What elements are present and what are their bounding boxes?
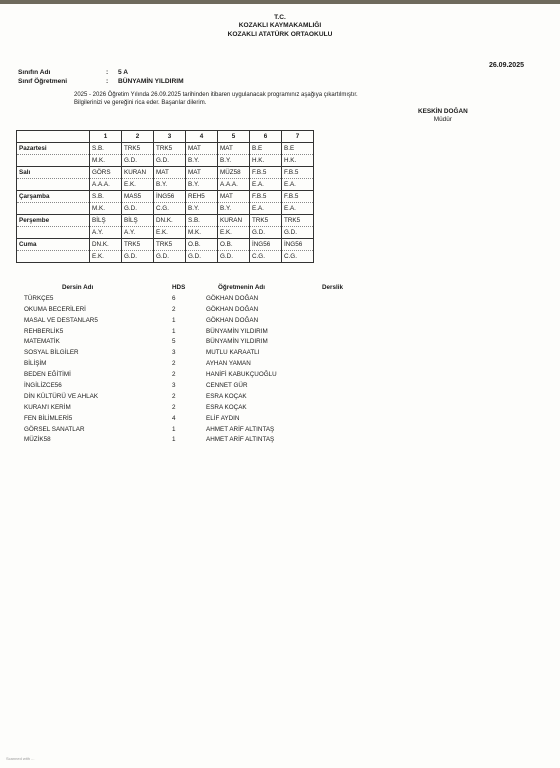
class-info: [18, 69, 184, 86]
lesson-code: BİLŞ: [90, 215, 122, 227]
teacher-initials: G.D.: [122, 203, 154, 215]
weekly-schedule-table: [16, 130, 314, 263]
teacher-initials: E.A.: [250, 179, 282, 191]
course-name: BİLİŞİM: [24, 360, 47, 368]
teacher-initials: B.Y.: [218, 155, 250, 167]
course-teacher: BÜNYAMİN YILDIRIM: [206, 327, 268, 335]
lesson-code: S.B.: [90, 143, 122, 155]
day-name: Salı: [17, 167, 90, 179]
class-name-row: [18, 69, 184, 78]
period-header: 3: [154, 131, 186, 143]
course-name: DİN KÜLTÜRÜ VE AHLAK: [24, 392, 99, 400]
course-hds: 2: [172, 371, 176, 379]
course-row: [24, 326, 382, 337]
course-hds: 2: [172, 360, 176, 368]
lesson-code: İNG56: [282, 239, 314, 251]
day-name: Pazartesi: [17, 143, 90, 155]
teacher-initials: B.Y.: [218, 203, 250, 215]
schedule-teacher-row: [17, 179, 314, 191]
teacher-initials: B.Y.: [186, 179, 218, 191]
day-spacer: [17, 251, 90, 263]
teacher-initials: B.Y.: [186, 155, 218, 167]
course-row: [24, 369, 382, 380]
course-hds: 2: [172, 305, 176, 313]
course-teacher: AHMET ARİF ALTINTAŞ: [206, 425, 275, 433]
principal-name: KESKİN DOĞAN: [418, 108, 468, 115]
course-row: [24, 315, 382, 326]
lesson-code: MAT: [154, 167, 186, 179]
schedule-teacher-row: [17, 227, 314, 239]
course-row: [24, 358, 382, 369]
teacher-initials: B.Y.: [154, 179, 186, 191]
day-spacer: [17, 203, 90, 215]
lesson-code: TRK5: [154, 143, 186, 155]
teacher-initials: C.G.: [250, 251, 282, 263]
teacher-initials: G.D.: [122, 155, 154, 167]
intro-text: [74, 92, 358, 107]
teacher-initials: M.K.: [90, 155, 122, 167]
course-row: [24, 380, 382, 391]
lesson-code: S.B.: [186, 215, 218, 227]
course-row: [24, 402, 382, 413]
lesson-code: TRK5: [282, 215, 314, 227]
schedule-teacher-row: [17, 155, 314, 167]
period-header: 6: [250, 131, 282, 143]
lesson-code: İNG56: [154, 191, 186, 203]
lesson-code: İNG56: [250, 239, 282, 251]
lesson-code: MÜZ58: [218, 167, 250, 179]
course-name: FEN BİLİMLERİ5: [24, 414, 73, 422]
course-teacher: BÜNYAMİN YILDIRIM: [206, 338, 268, 346]
course-name: SOSYAL BİLGİLER: [24, 349, 79, 357]
teacher-initials: B.Y.: [186, 203, 218, 215]
lesson-code: MAT: [218, 143, 250, 155]
schedule-teacher-row: [17, 203, 314, 215]
lesson-code: F.B.5: [250, 191, 282, 203]
course-row: [24, 336, 382, 347]
course-list: [24, 282, 382, 445]
course-row: [24, 391, 382, 402]
teacher-initials: G.D.: [154, 155, 186, 167]
lesson-code: MAT: [186, 167, 218, 179]
document-header: [0, 14, 560, 39]
teacher-initials: G.D.: [250, 227, 282, 239]
day-spacer: [17, 227, 90, 239]
course-name: BEDEN EĞİTİMİ: [24, 371, 71, 379]
class-value: 5 A: [118, 69, 129, 76]
course-hds: 4: [172, 414, 176, 422]
period-header: 1: [90, 131, 122, 143]
teacher-initials: A.Y.: [122, 227, 154, 239]
day-name: Cuma: [17, 239, 90, 251]
course-list-header: [24, 282, 382, 293]
schedule-day-row: [17, 239, 314, 251]
schedule-day-row: [17, 167, 314, 179]
lesson-code: MAT: [218, 191, 250, 203]
course-hds: 1: [172, 425, 176, 433]
header-line-3: KOZAKLI ATATÜRK ORTAOKULU: [227, 30, 333, 38]
principal-signature: [418, 108, 468, 123]
teacher-initials: C.G.: [154, 203, 186, 215]
course-hds: 5: [172, 338, 176, 346]
lesson-code: F.B.5: [282, 167, 314, 179]
lesson-code: TRK5: [154, 239, 186, 251]
intro-line-1: 2025 - 2026 Öğretim Yılında 26.09.2025 tarihinden itibaren uygulanacak programınız aşağıya çıkartılmıştır.: [74, 92, 358, 98]
class-teacher-row: [18, 78, 184, 87]
day-spacer: [17, 155, 90, 167]
lesson-code: MAS5: [122, 191, 154, 203]
lesson-code: KURAN: [218, 215, 250, 227]
header-line-1: T.C.: [274, 14, 286, 21]
course-hds: 3: [172, 349, 176, 357]
period-header: 5: [218, 131, 250, 143]
course-teacher: GÖKHAN DOĞAN: [206, 305, 259, 313]
lesson-code: O.B.: [218, 239, 250, 251]
course-name: MÜZİK58: [24, 436, 51, 444]
course-hds: 2: [172, 392, 176, 400]
scan-watermark: Scanned with ...: [6, 756, 35, 761]
teacher-initials: G.D.: [186, 251, 218, 263]
teacher-initials: H.K.: [250, 155, 282, 167]
schedule-day-row: [17, 215, 314, 227]
lesson-code: GÖRS: [90, 167, 122, 179]
teacher-value: BÜNYAMİN YILDIRIM: [118, 77, 184, 85]
course-teacher: ESRA KOÇAK: [206, 392, 247, 400]
course-row: [24, 434, 382, 445]
teacher-initials: G.D.: [122, 251, 154, 263]
course-teacher: GÖKHAN DOĞAN: [206, 316, 259, 324]
schedule-day-row: [17, 143, 314, 155]
period-header: 7: [282, 131, 314, 143]
course-row: [24, 293, 382, 304]
teacher-initials: M.K.: [90, 203, 122, 215]
lesson-code: TRK5: [122, 143, 154, 155]
course-teacher: GÖKHAN DOĞAN: [206, 294, 259, 302]
course-teacher: MUTLU KARAATLI: [206, 349, 260, 357]
principal-role: Müdür: [433, 115, 452, 123]
teacher-initials: E.K.: [218, 227, 250, 239]
course-hds: 1: [172, 316, 176, 324]
course-name: KURAN'I KERİM: [24, 403, 71, 411]
lesson-code: MAT: [186, 143, 218, 155]
course-row: [24, 424, 382, 435]
day-spacer: [17, 179, 90, 191]
lesson-code: REH5: [186, 191, 218, 203]
teacher-label: Sınıf Öğretmeni: [18, 77, 68, 85]
teacher-initials: E.A.: [282, 203, 314, 215]
lesson-code: O.B.: [186, 239, 218, 251]
day-name: Çarşamba: [17, 191, 90, 203]
course-hds: 6: [172, 294, 176, 302]
lesson-code: F.B.5: [282, 191, 314, 203]
course-name: GÖRSEL SANATLAR: [24, 425, 85, 433]
course-name: MATEMATİK: [24, 338, 60, 346]
teacher-initials: A.Y.: [90, 227, 122, 239]
teacher-initials: A.A.A.: [90, 179, 122, 191]
course-hds: 3: [172, 381, 176, 389]
document-date: 26.09.2025: [488, 62, 524, 69]
course-name: TÜRKÇE5: [24, 294, 54, 302]
course-teacher: HANİFİ KABUKÇUOĞLU: [206, 371, 277, 379]
scan-top-edge: [0, 0, 560, 4]
schedule-teacher-row: [17, 251, 314, 263]
lesson-code: DN.K.: [90, 239, 122, 251]
schedule-header-row: [17, 131, 314, 143]
header-line-2: KOZAKLI KAYMAKAMLIĞI: [238, 22, 322, 30]
course-row: [24, 413, 382, 424]
lesson-code: BİLŞ: [122, 215, 154, 227]
lesson-code: DN.K.: [154, 215, 186, 227]
course-row: [24, 304, 382, 315]
course-hds: 1: [172, 327, 176, 335]
course-teacher: CENNET GÜR: [206, 381, 248, 389]
class-label: Sınıfın Adı: [18, 69, 51, 76]
lesson-code: TRK5: [250, 215, 282, 227]
teacher-initials: E.K.: [122, 179, 154, 191]
course-name-header: Dersin Adı: [62, 283, 94, 291]
schedule-day-row: [17, 191, 314, 203]
course-teacher: AYHAN YAMAN: [206, 360, 251, 368]
schedule-corner: [17, 131, 90, 143]
teacher-initials: H.K.: [282, 155, 314, 167]
teacher-initials: C.G.: [282, 251, 314, 263]
teacher-initials: G.D.: [218, 251, 250, 263]
teacher-initials: E.A.: [282, 179, 314, 191]
course-teacher: AHMET ARİF ALTINTAŞ: [206, 436, 275, 444]
teacher-initials: E.K.: [90, 251, 122, 263]
colon: :: [106, 77, 109, 85]
teacher-initials: G.D.: [282, 227, 314, 239]
lesson-code: F.B.5: [250, 167, 282, 179]
course-hds: 2: [172, 403, 176, 411]
course-teacher: ESRA KOÇAK: [206, 403, 247, 411]
teacher-initials: M.K.: [186, 227, 218, 239]
lesson-code: TRK5: [122, 239, 154, 251]
lesson-code: KURAN: [122, 167, 154, 179]
colon: :: [106, 69, 109, 76]
course-room-header: Derslik: [322, 283, 344, 291]
course-teacher: ELİF AYDIN: [206, 414, 240, 422]
course-hds: 1: [172, 436, 176, 444]
course-row: [24, 347, 382, 358]
lesson-code: S.B.: [90, 191, 122, 203]
lesson-code: B.E: [250, 143, 282, 155]
course-name: MASAL VE DESTANLAR5: [24, 316, 98, 324]
day-name: Perşembe: [17, 215, 90, 227]
course-teacher-header: Öğretmenin Adı: [218, 283, 265, 291]
teacher-initials: E.K.: [154, 227, 186, 239]
period-header: 2: [122, 131, 154, 143]
course-hds-header: HDS: [172, 283, 186, 291]
teacher-initials: A.A.A.: [218, 179, 250, 191]
course-name: REHBERLİK5: [24, 327, 64, 335]
period-header: 4: [186, 131, 218, 143]
course-name: İNGİLİZCE56: [24, 381, 62, 389]
teacher-initials: G.D.: [154, 251, 186, 263]
teacher-initials: E.A.: [250, 203, 282, 215]
intro-line-2: Bilgilerinizi ve gereğini rica eder. Başarılar dilerim.: [74, 99, 207, 106]
course-name: OKUMA BECERİLERİ: [24, 305, 86, 313]
lesson-code: B.E: [282, 143, 314, 155]
